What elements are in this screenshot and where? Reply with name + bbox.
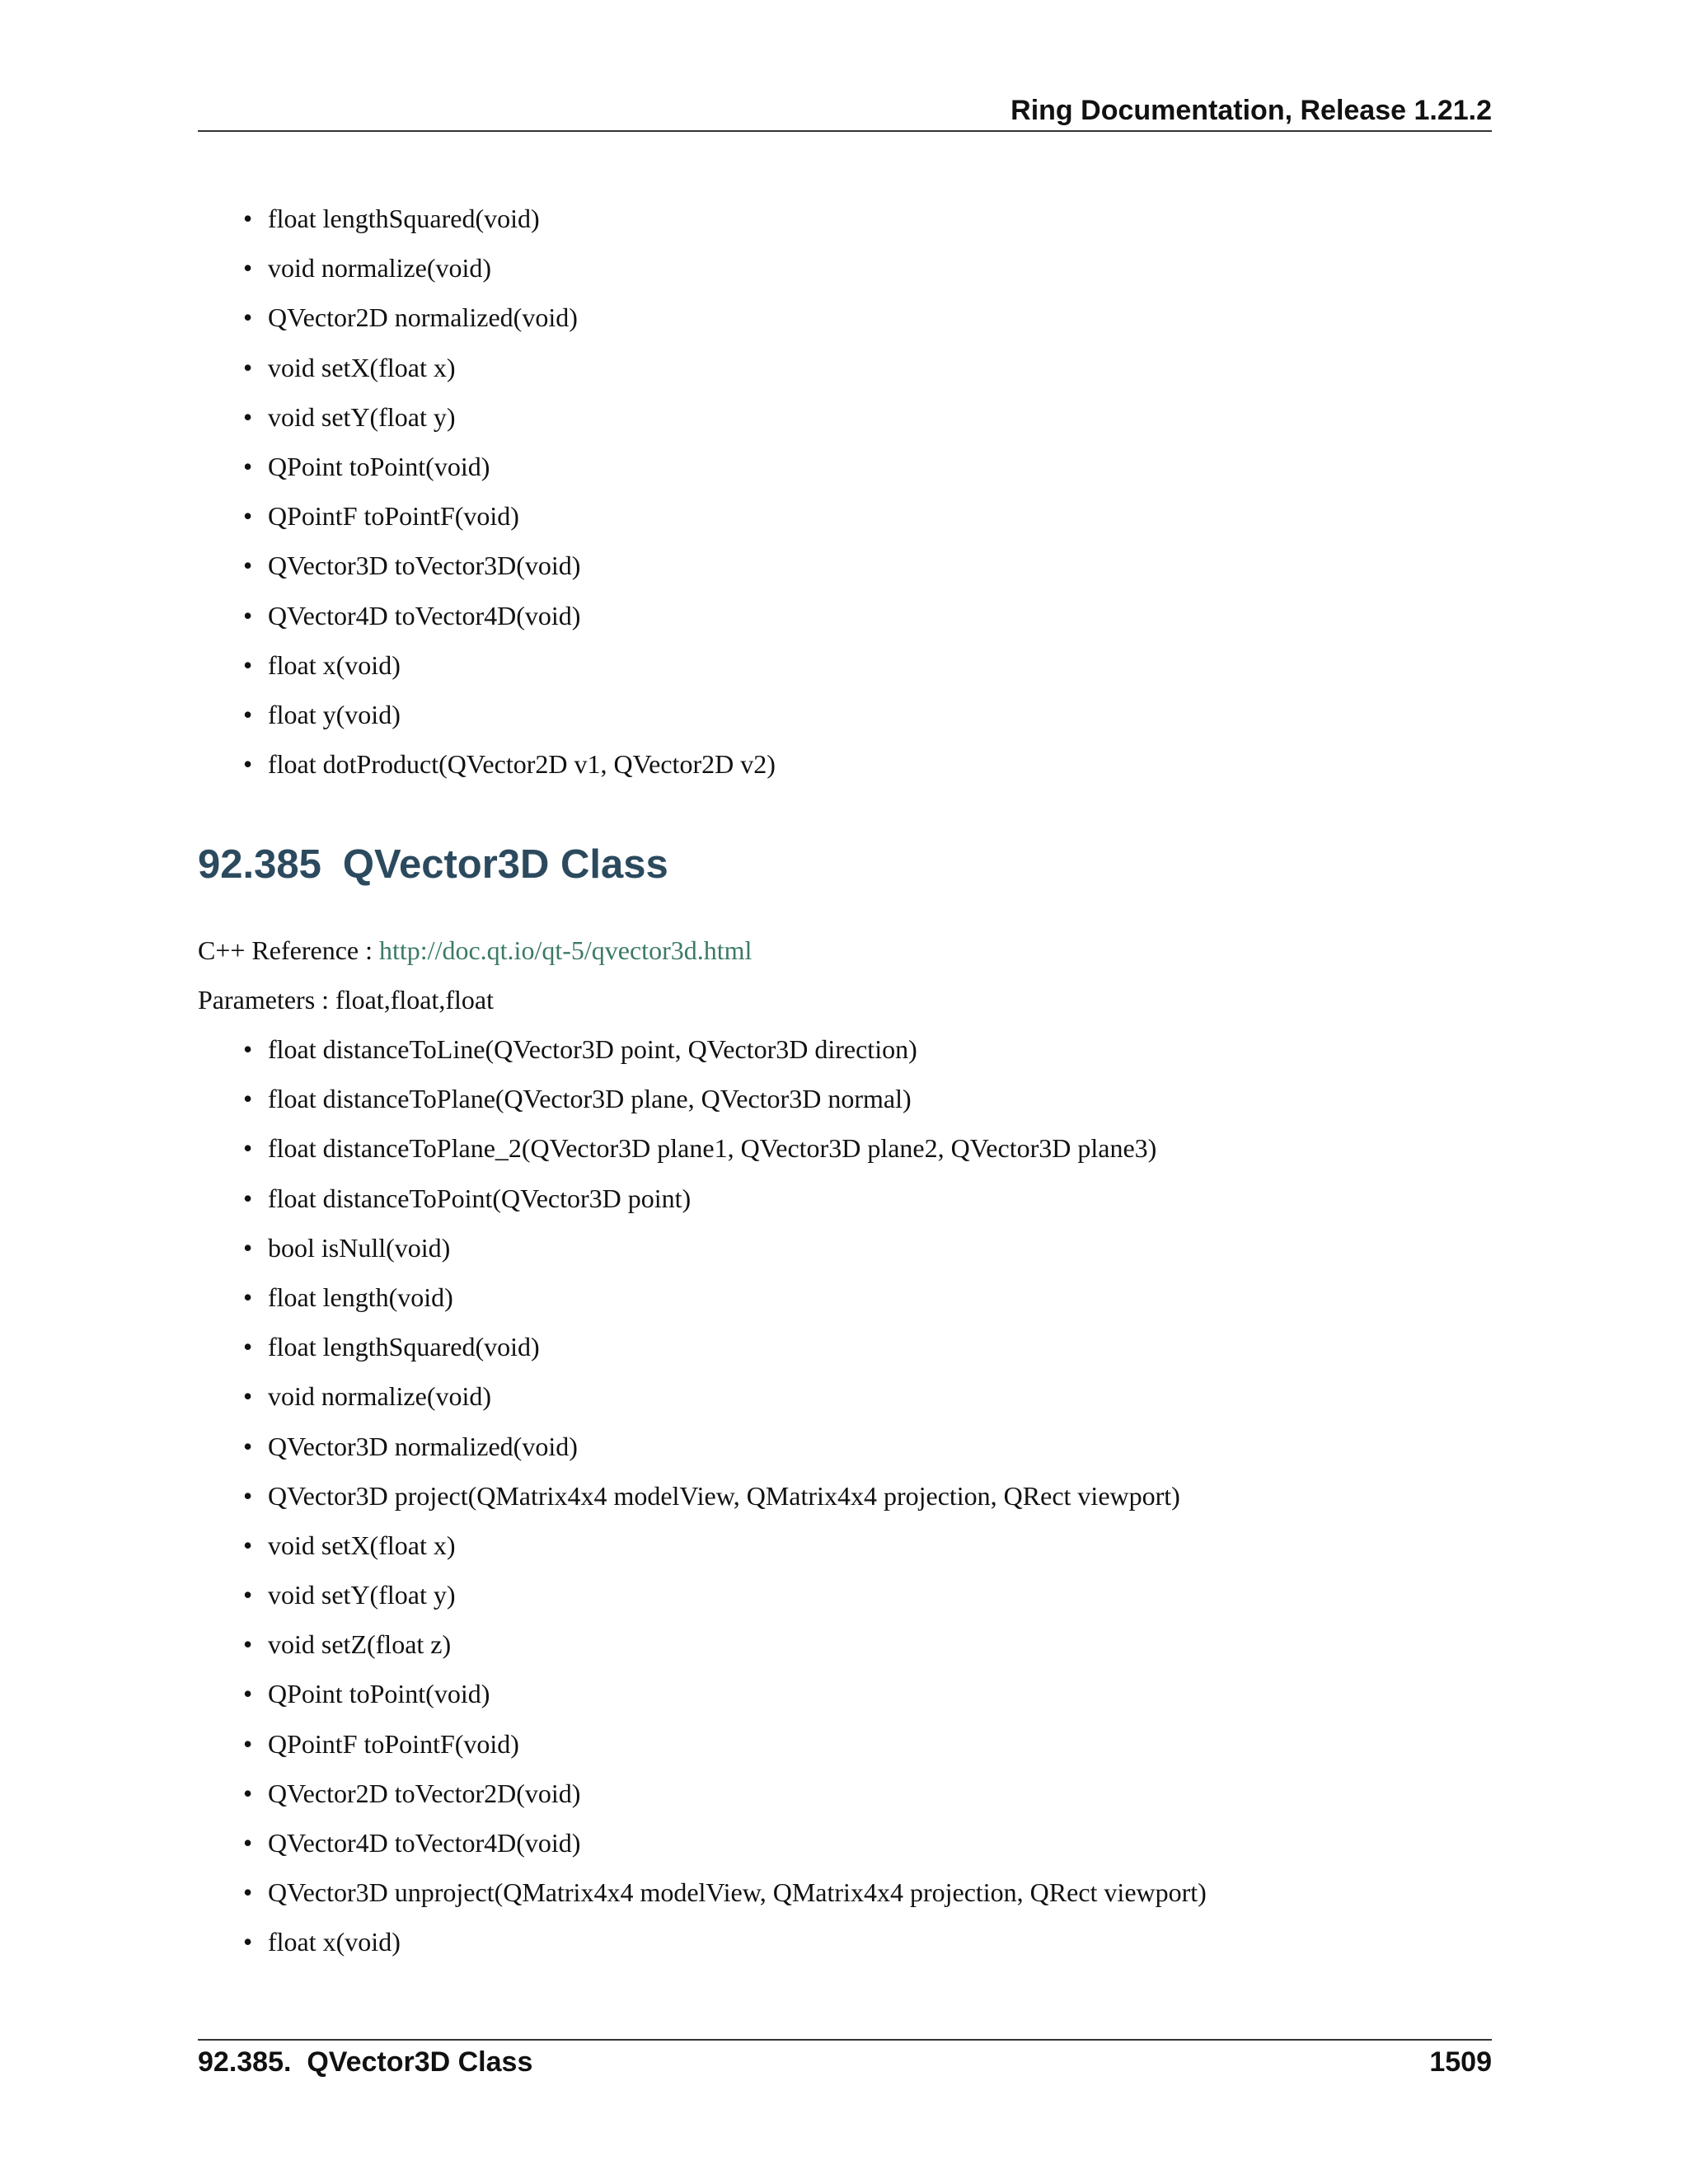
method-item: • QPointF toPointF(void) [243, 1719, 1207, 1769]
method-item: • void setX(float x) [243, 1521, 1207, 1570]
method-item: • QPoint toPoint(void) [243, 1669, 1207, 1718]
method-item: • void setY(float y) [243, 392, 776, 442]
method-item: • QVector2D normalized(void) [243, 293, 776, 342]
method-item: • float lengthSquared(void) [243, 1322, 1207, 1371]
section-title: QVector3D Class [342, 842, 668, 887]
method-item: • QVector3D normalized(void) [243, 1422, 1207, 1471]
method-item: • QVector4D toVector4D(void) [243, 591, 776, 640]
reference-label: C++ Reference : [198, 935, 373, 965]
footer-section-label: 92.385. QVector3D Class [198, 2046, 533, 2078]
method-item: • QVector2D toVector2D(void) [243, 1769, 1207, 1818]
method-item: • float distanceToPlane_2(QVector3D plane1, QVector3D plane2, QVector3D plane3) [243, 1123, 1207, 1173]
parameters-value: float,float,float [335, 985, 494, 1015]
method-item: • float distanceToPlane(QVector3D plane, QVector3D normal) [243, 1074, 1207, 1123]
section-heading [198, 834, 668, 896]
method-item: • void normalize(void) [243, 1371, 1207, 1421]
reference-line [198, 926, 752, 975]
method-item: • void setX(float x) [243, 343, 776, 392]
method-list-qvector3d [243, 1024, 1207, 1967]
method-item: • float x(void) [243, 640, 776, 690]
method-item: • float y(void) [243, 690, 776, 739]
parameters-line [198, 975, 494, 1024]
method-item: • float lengthSquared(void) [243, 194, 776, 243]
method-item: • float dotProduct(QVector2D v1, QVector2D v2) [243, 739, 776, 789]
page-number: 1509 [1429, 2046, 1492, 2078]
parameters-label: Parameters : [198, 985, 330, 1015]
footer-divider [198, 2039, 1492, 2041]
method-item: • QVector3D unproject(QMatrix4x4 modelView, QMatrix4x4 projection, QRect viewport) [243, 1868, 1207, 1917]
method-item: • void normalize(void) [243, 243, 776, 293]
method-item: • void setZ(float z) [243, 1619, 1207, 1669]
method-item: • float x(void) [243, 1917, 1207, 1966]
method-item: • QPoint toPoint(void) [243, 442, 776, 491]
method-item: • QPointF toPointF(void) [243, 491, 776, 541]
method-item: • void setY(float y) [243, 1570, 1207, 1619]
section-number: 92.385 [198, 842, 321, 887]
method-item: • QVector3D toVector3D(void) [243, 541, 776, 590]
method-list-top [243, 194, 776, 789]
method-item: • float length(void) [243, 1272, 1207, 1322]
method-item: • QVector3D project(QMatrix4x4 modelView, QMatrix4x4 projection, QRect viewport) [243, 1471, 1207, 1521]
reference-link[interactable]: http://doc.qt.io/qt-5/qvector3d.html [379, 935, 753, 965]
method-item: • float distanceToLine(QVector3D point, QVector3D direction) [243, 1024, 1207, 1074]
running-header: Ring Documentation, Release 1.21.2 [1010, 95, 1492, 126]
header-divider [198, 130, 1492, 132]
method-item: • float distanceToPoint(QVector3D point) [243, 1174, 1207, 1223]
method-item: • bool isNull(void) [243, 1223, 1207, 1272]
method-item: • QVector4D toVector4D(void) [243, 1818, 1207, 1868]
